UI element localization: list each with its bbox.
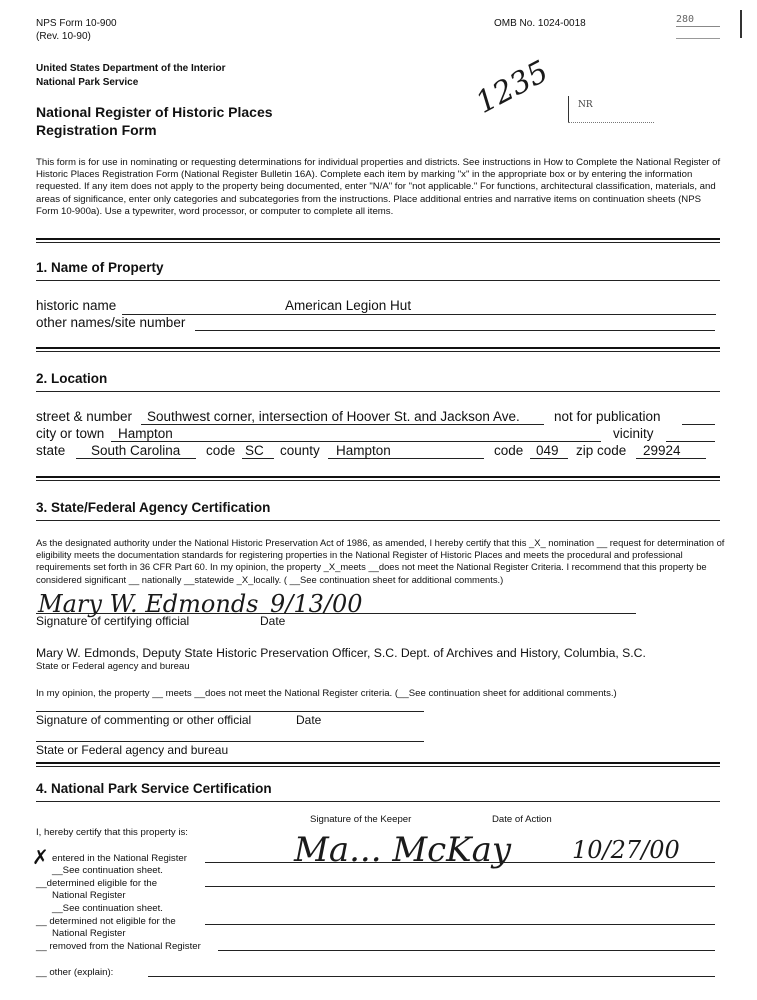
county-code-label: code [494,443,524,458]
section-2-heading: 2. Location [36,371,108,386]
other-line [148,976,715,977]
form-number: NPS Form 10-900 [36,18,117,29]
zip-line [636,458,706,459]
certification-text: As the designated authority under the National Historic Preservation Act of 1986, as amended, I hereby certify that this _X_ nomination __ request for determination of eligibility meets the documentation standards for registering properties in the National Register of Historic Places and meets the procedural and professional requirements set forth in 36 CFR Part 60. In my opinion, the property _X_meets __does not meet the National Register Criteria. I recommend that this property be considered significant __ nationally __statewide _X_locally. ( __See continuation sheet for additional comments.) [36,537,725,585]
historic-name-label: historic name [36,298,117,313]
status-not-eligible-nr: National Register [52,928,126,939]
state-code-label: code [206,443,236,458]
checkmark-icon: ✗ [32,845,49,869]
rule [36,351,720,352]
not-for-publication-line[interactable] [682,424,715,425]
rule [36,347,720,349]
keeper-signature: Ma... McKay [294,830,512,870]
rule [36,242,720,243]
street-line [141,424,544,425]
rule [36,520,720,521]
omb-number: OMB No. 1024-0018 [494,18,586,29]
entered-line [205,862,715,863]
department: United States Department of the Interior [36,63,226,74]
status-eligible-nr: National Register [52,890,126,901]
zip-label: zip code [576,443,627,458]
section-4-heading: 4. National Park Service Certification [36,781,272,796]
section-1-heading: 1. Name of Property [36,260,164,275]
stamp-nr: NR [578,100,593,110]
county-code-line [530,458,568,459]
opinion-text: In my opinion, the property __ meets __does not meet the National Register criteria. (__See continuation sheet for additional comments.) [36,688,617,699]
state-value[interactable]: South Carolina [91,443,181,458]
county-code-value[interactable]: 049 [536,443,559,458]
vicinity-line[interactable] [666,441,715,442]
street-label: street & number [36,409,133,424]
status-other[interactable]: __ other (explain): [36,967,114,978]
stamp-box-left [568,96,569,122]
keeper-label: Signature of the Keeper [310,814,412,825]
action-date-handwritten: 10/27/00 [572,836,680,864]
state-label: state [36,443,66,458]
stamp-box-bottom [568,122,654,123]
rule [36,801,720,802]
agency-line[interactable] [36,741,424,742]
state-code-line [242,458,274,459]
form-subtitle: Registration Form [36,122,157,138]
certifying-official-name: Mary W. Edmonds, Deputy State Historic Preservation Officer, S.C. Dept. of Archives and History, Columbia, S.C. [36,646,646,660]
removed-line [218,950,715,951]
certifying-signature-label: Signature of certifying official [36,614,190,628]
status-entered[interactable]: entered in the National Register [52,853,187,864]
county-value[interactable]: Hampton [336,443,391,458]
historic-name-line [122,314,716,315]
status-determined-eligible[interactable]: __determined eligible for the [36,878,158,889]
commenting-signature-label: Signature of commenting or other official [36,713,252,727]
vicinity-label: vicinity [613,426,654,441]
certifying-date-label: Date [260,614,286,628]
rule [36,391,720,392]
certify-label: I, hereby certify that this property is: [36,827,188,838]
form-title: National Register of Historic Places [36,104,273,120]
county-label: county [280,443,320,458]
city-value[interactable]: Hampton [118,426,173,441]
section-3-heading: 3. State/Federal Agency Certification [36,500,271,515]
rule [36,476,720,478]
rule [36,238,720,240]
service: National Park Service [36,77,139,88]
form-revision: (Rev. 10-90) [36,31,91,42]
status-not-eligible[interactable]: __ determined not eligible for the [36,916,176,927]
city-label: city or town [36,426,105,441]
intro-paragraph: This form is for use in nominating or requesting determinations for individual properties and districts. See instructions in How to Complete the National Register of Historic Places Registration Form (National Register Bulletin 16A). Complete each item by marking "x" in the appropriate box or by entering the information requested. If any item does not apply to the property being documented, enter "N/A" for "not applicable." For functions, architectural classification, materials, and areas of significance, enter only categories and subcategories from the instructions. Place additional entries and narrative items on continuation sheets (NPS Form 10-900a). Use a typewriter, word processor, or computer to complete all items. [36,157,721,217]
historic-name-value[interactable]: American Legion Hut [285,298,412,313]
other-names-label: other names/site number [36,315,186,330]
rule [36,762,720,764]
rule [36,280,720,281]
other-names-line [195,330,715,331]
status-continuation-1[interactable]: __See continuation sheet. [52,865,163,876]
commenting-date-label: Date [296,713,322,727]
status-continuation-2[interactable]: __See continuation sheet. [52,903,163,914]
certifying-signature: Mary W. Edmonds [38,590,259,618]
rule [36,766,720,767]
certifying-date-handwritten: 9/13/00 [270,590,363,618]
zip-value[interactable]: 29924 [643,443,681,458]
date-of-action-label: Date of Action [492,814,552,825]
agency-label-2: State or Federal agency and bureau [36,743,229,757]
corner-code: 280 [676,14,695,25]
corner-line-2 [676,38,720,39]
city-line [111,441,601,442]
street-value[interactable]: Southwest corner, intersection of Hoover St. and Jackson Ave. [147,409,520,424]
status-removed[interactable]: __ removed from the National Register [36,941,201,952]
not-for-publication-label: not for publication [554,409,661,424]
stamp-number: 1235 [470,54,555,121]
commenting-signature-line[interactable] [36,711,424,712]
eligible-line [205,886,715,887]
not-eligible-line [205,924,715,925]
county-line [328,458,484,459]
corner-line [676,26,720,27]
state-code-value[interactable]: SC [245,443,264,458]
state-line [76,458,196,459]
corner-mark [740,10,742,38]
agency-label: State or Federal agency and bureau [36,661,190,672]
rule [36,480,720,481]
